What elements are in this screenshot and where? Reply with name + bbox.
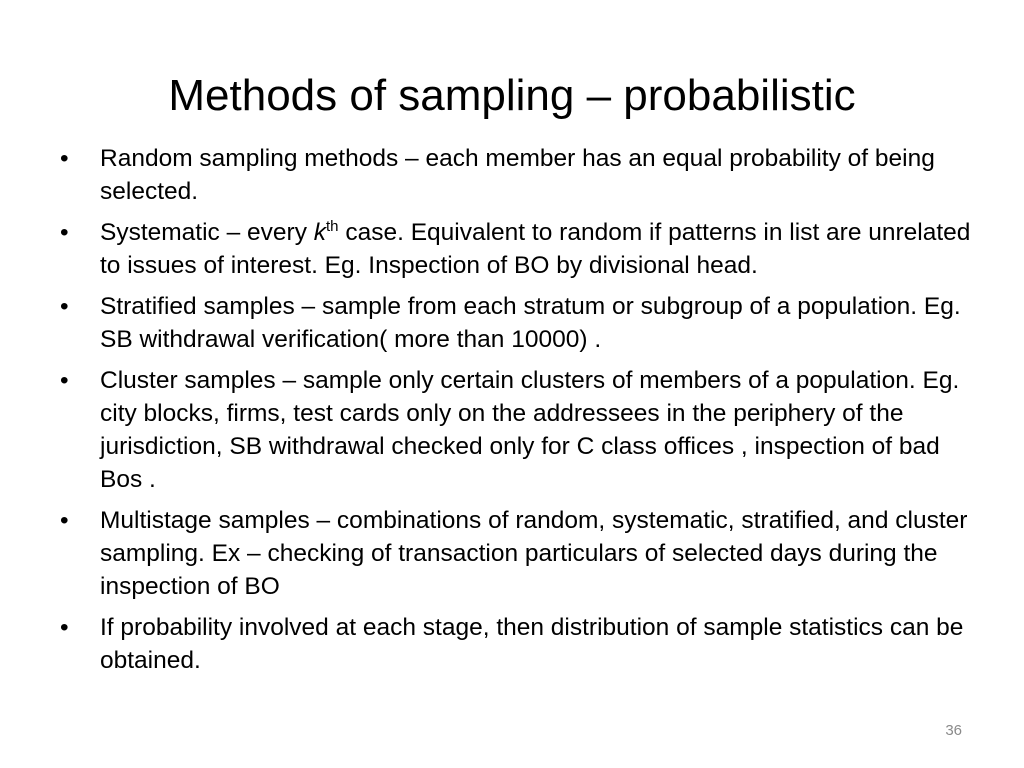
bullet-icon: •: [60, 145, 69, 172]
bullet-text: If probability involved at each stage, then distribution of sample statistics can be obtained.: [100, 614, 964, 674]
bullet-text-post: case. Equivalent to random if patterns in list are unrelated to issues of interest. Eg. Inspection of BO by divisional head.: [100, 219, 971, 279]
bullet-text: Random sampling methods – each member has an equal probability of being selected.: [100, 145, 935, 205]
bullet-item-random: [58, 142, 978, 208]
bullet-item-cluster: [58, 364, 978, 496]
bullet-text-emphasis: k: [313, 219, 327, 246]
bullet-item-stratified: [58, 290, 978, 356]
bullet-text-superscript: th: [326, 218, 339, 235]
bullet-text: [100, 219, 970, 279]
bullet-list: [58, 142, 978, 685]
bullet-item-probability: [58, 611, 978, 677]
page-number: 36: [945, 722, 962, 739]
bullet-icon: •: [60, 293, 69, 320]
bullet-icon: •: [60, 507, 69, 534]
bullet-text: Cluster samples – sample only certain clusters of members of a population. Eg. city blocks, firms, test cards only on the addressees in the periphery of the jurisdiction, SB withdrawal checked only for C class offices , inspection of bad Bos .: [100, 367, 960, 493]
bullet-text: Stratified samples – sample from each stratum or subgroup of a population. Eg. SB withdrawal verification( more than 10000) .: [100, 293, 961, 353]
bullet-text-pre: Systematic – every: [100, 219, 314, 246]
bullet-icon: •: [60, 219, 69, 246]
bullet-item-multistage: [58, 504, 978, 603]
bullet-item-systematic: [58, 216, 978, 282]
bullet-text: Multistage samples – combinations of random, systematic, stratified, and cluster sampling. Ex – checking of transaction particulars of selected days during the inspection of BO: [100, 507, 968, 600]
slide-title: Methods of sampling – probabilistic: [168, 71, 856, 120]
bullet-icon: •: [60, 367, 69, 394]
bullet-icon: •: [60, 614, 69, 641]
